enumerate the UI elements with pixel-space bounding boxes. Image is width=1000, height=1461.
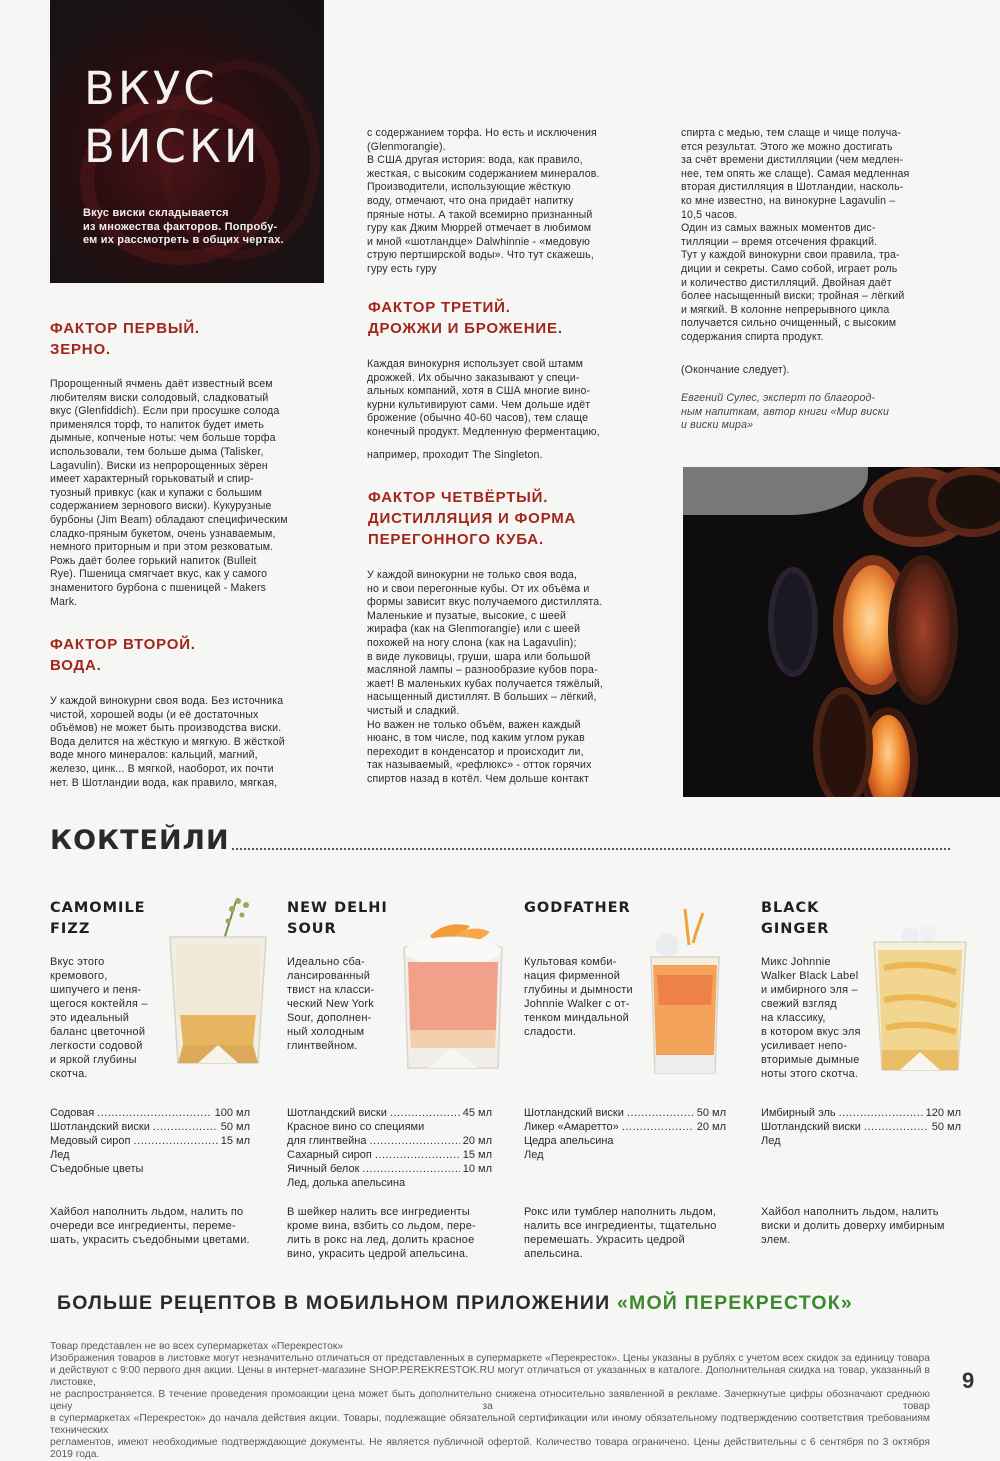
legal-disclaimer	[50, 1341, 930, 1461]
promo-text: БОЛЬШЕ РЕЦЕПТОВ В МОБИЛЬНОМ ПРИЛОЖЕНИИ	[57, 1292, 611, 1314]
whisky-barrels-photo	[683, 467, 1000, 797]
factor1-text: Пророщенный ячмень даёт известный всем любителям виски солодовый, сладковатый вкус (Glenfiddich). Если при просушке солода применялся торф, то напиток будет иметь дымные, копченые ноты: чем больше торфа использовали, тем больше дыма (Talisker, Lagavulin). Виски из непророщенных зёрен имеет характерный горьковатый и спир- туозный привкус (как и купажи с большим содержанием зернового виски). Кукурузные бурбоны (Jim Beam) обладают специфическим сладко-пряным букетом, очень узнаваемым, немного приторным и при этом резковатым. Рожь даёт более горький напиток (Bulleit Rye). Пшеница смягчает вкус, как у самого знаменитого бурбона с пшеницей - Makers Mark.	[50, 378, 288, 608]
ingredient-row: Красное вино со специями	[287, 1121, 425, 1133]
ingredient-row: Лед	[524, 1149, 544, 1161]
disclaimer-line: Изображения товаров в листовке могут незначительно отличаться от представленных в супермаркете «Перекресток». Цены указаны в рублях с учетом всех скидок за единицу товара	[50, 1353, 930, 1364]
ingredient-row: Медовый сироп ..... 15 мл	[50, 1134, 250, 1148]
ingredient-row: Лед	[761, 1135, 781, 1147]
godfather-glass-image	[645, 905, 725, 1080]
ingredient-row: Шотландский виски ..... 50 мл	[524, 1106, 726, 1120]
ingredient-row: Содовая ..... 100 мл	[50, 1106, 250, 1120]
ingredient-list	[761, 1106, 961, 1148]
ingredient-row: Съедобные цветы	[50, 1163, 144, 1175]
factor2-text: У каждой винокурни своя вода. Без источника чистой, хорошей воды (и её достаточных объёмов) не может быть производства виски. Вода делится на жёсткую и мягкую. В жёсткой воде много минералов: кальций, магний, железо, цинк... В мягкой, наоборот, их почти нет. В Шотландии вода, как правило, мягкая,	[50, 695, 285, 789]
new-delhi-sour-glass-image	[398, 918, 508, 1078]
ingredient-row: Имбирный эль ..... 120 мл	[761, 1106, 961, 1120]
disclaimer-line: Товар представлен не во всех супермаркетах «Перекресток»	[50, 1341, 344, 1352]
disclaimer-line: не распространяется. В течение проведения промоакции цена может быть дополнительно снижена относительно заявленной в рекламе. Зачеркнутые цифры обозначают среднюю цену за товар	[50, 1389, 930, 1412]
factor1-heading: ФАКТОР ПЕРВЫЙ. ЗЕРНО.	[50, 320, 200, 358]
disclaimer-line: в супермаркетах «Перекресток» до начала действия акции. Товары, подлежащие обязательной сертификации или иному обязательному подтверждению соответствия требованиям технических	[50, 1413, 930, 1436]
ingredient-list	[287, 1106, 492, 1190]
ingredient-row: Яичный белок ..... 10 мл	[287, 1162, 492, 1176]
cocktail-description: Микс Johnnie Walker Black Label и имбирного эля – свежий взгляд на классику, в котором вкус эля усиливает непо- вторимые дымные ноты этого скотча.	[761, 956, 861, 1080]
ingredient-row: Шотландский виски ..... 50 мл	[50, 1120, 250, 1134]
factor4-text: У каждой винокурни не только своя вода, но и свои перегонные кубы. От их объёма и формы зависит вкус получаемого дистиллята. Маленькие и пузатые, высокие, с шеей жирафа (как на Glenmorangie) или с шеей похожей на ногу слона (как на Lagavulin); в виде луковицы, груши, шара или большой масляной лампы – разнообразие кубов пора- жает! В маленьких кубах получается тяжёлый, насыщенный дистиллят. В больших – лёгкий, чистый и сладкий. Но важен не только объём, важен каждый нюанс, в том числе, под каким углом рукав переходит в конденсатор и происходит ли, так называемый, «рефлюкс» - отток горячих спиртов назад в котёл. Чем дольше контакт	[367, 569, 604, 785]
cocktail-name: BLACK GINGER	[761, 900, 830, 937]
cocktail-description: Вкус этого кремового, шипучего и пеня- щегося коктейля – это идеальный баланс цветочной легкости содовой и яркой глубины скотча.	[50, 956, 148, 1080]
photo-sign-band	[683, 467, 868, 515]
cocktail-method: Хайбол наполнить льдом, налить по очереди все ингредиенты, переме- шать, украсить съедобными цветами.	[50, 1206, 250, 1246]
factor3-text: Каждая винокурня использует свой штамм дрожжей. Их обычно заказывают у специ- альных компаний, хотя в США многие вино- курни культивируют сами. Чем дольше идёт брожение (обычно 40-60 часов), тем слаще конечный продукт. Медленную ферментацию,	[367, 358, 600, 438]
hero-subtitle: Вкус виски складывается из множества факторов. Попробу- ем их рассмотреть в общих чертах.	[83, 207, 284, 246]
factor3-text-tail: например, проходит The Singleton.	[367, 449, 543, 461]
factor4-text-continued: спирта с медью, тем слаще и чище получа- ется результат. Этого же можно достигать за счёт времени дистилляции (чем медлен- нее, тем опять же слаще). Самая медленная вторая дистилляция в Шотландии, насколь- ко мне известно, на винокурне Lagavulin – 10,5 часов. Один из самых важных моментов дис- тилляции – время отсечения фракций. Тут у каждой винокурни свои правила, тра- диции и секреты. Само собой, играет роль и количество дистилляций. Двойная даёт более насыщенный виски; тройная – лёгкий и мягкий. В колонне непрерывного цикла получается сильно очищенный, с высоким содержания спирта продукт.	[681, 127, 910, 343]
page-number: 9	[962, 1368, 975, 1393]
app-promo-banner	[57, 1292, 853, 1315]
cocktail-name: GODFATHER	[524, 900, 631, 916]
cocktail-name: NEW DELHI SOUR	[287, 900, 388, 937]
ingredient-row: Шотландский виски ..... 50 мл	[761, 1120, 961, 1134]
cocktails-heading: КОКТЕЙЛИ	[50, 825, 230, 856]
app-name-link[interactable]: «МОЙ ПЕРЕКРЕСТОК»	[616, 1292, 853, 1314]
factor2-text-continued: с содержанием торфа. Но есть и исключения (Glenmorangie). В США другая история: вода, как правило, жесткая, с высоким содержанием минералов. Производители, использующие жёсткую воду, отмечают, что она придаёт напитку пряные ноты. А такой всемирно признанный гуру как Джим Мюррей отмечает в любимом и мной «шотландце» Dalwhinnie - «медовую струю пертширской воды». Что тут скажешь, гуру есть гуру	[367, 127, 600, 275]
cocktail-name: CAMOMILE FIZZ	[50, 900, 146, 937]
ingredient-row: Цедра апельсина	[524, 1135, 614, 1147]
ingredient-list	[50, 1106, 250, 1176]
cocktail-method: В шейкер налить все ингредиенты кроме вина, взбить со льдом, пере- лить в рокс на лед, долить красное вино, украсить цедрой апельсина.	[287, 1206, 476, 1260]
cocktail-method: Хайбол наполнить льдом, налить виски и долить доверху имбирным элем.	[761, 1206, 945, 1246]
ingredient-row: Ликер «Амаретто» ..... 20 мл	[524, 1120, 726, 1134]
black-ginger-glass-image	[870, 920, 970, 1080]
hero-banner	[50, 0, 324, 283]
cocktail-method: Рокс или тумблер наполнить льдом, налить все ингредиенты, тщательно перемешать. Украсить цедрой апельсина.	[524, 1206, 717, 1260]
ingredient-row: Лед	[50, 1149, 70, 1161]
ingredient-row: Шотландский виски ..... 45 мл	[287, 1106, 492, 1120]
disclaimer-line: и действуют с 9:00 первого дня акции. Цены в интернет-магазине SHOP.PEREKRESTOK.RU могут отличаться от указанных в каталоге. Дополнительная скидка на товар, указанный в листовке,	[50, 1365, 930, 1388]
ingredient-list	[524, 1106, 726, 1162]
page-title: ВКУС ВИСКИ	[84, 62, 261, 173]
ingredient-row: Сахарный сироп ..... 15 мл	[287, 1148, 492, 1162]
cocktail-description: Идеально сба- лансированный твист на класси- ческий New York Sour, дополнен- ный холодным глинтвейном.	[287, 956, 375, 1052]
ingredient-row: Лед, долька апельсина	[287, 1177, 406, 1189]
disclaimer-line: регламентов, имеют необходимые подтверждающие документы. Не является публичной офертой. Количество товара ограничено. Цены действительны с 6 сентября по 3 октября 2019 года.	[50, 1437, 930, 1460]
ingredient-row: для глинтвейна ..... 20 мл	[287, 1134, 492, 1148]
camomile-fizz-glass-image	[158, 895, 278, 1075]
factor3-heading: ФАКТОР ТРЕТИЙ. ДРОЖЖИ И БРОЖЕНИЕ.	[368, 299, 563, 337]
dotted-divider	[232, 848, 950, 850]
article-author: Евгений Сулес, эксперт по благород- ным напиткам, автор книги «Мир виски и виски мира»	[681, 392, 889, 432]
factor4-heading: ФАКТОР ЧЕТВЁРТЫЙ. ДИСТИЛЛЯЦИЯ И ФОРМА ПЕРЕГОННОГО КУБА.	[368, 489, 577, 548]
factor2-heading: ФАКТОР ВТОРОЙ. ВОДА.	[50, 636, 196, 674]
cocktail-description: Культовая комби- нация фирменной глубины и дымности Johnnie Walker с от- тенком миндальной сладости.	[524, 956, 633, 1038]
article-ending: (Окончание следует).	[681, 364, 790, 376]
